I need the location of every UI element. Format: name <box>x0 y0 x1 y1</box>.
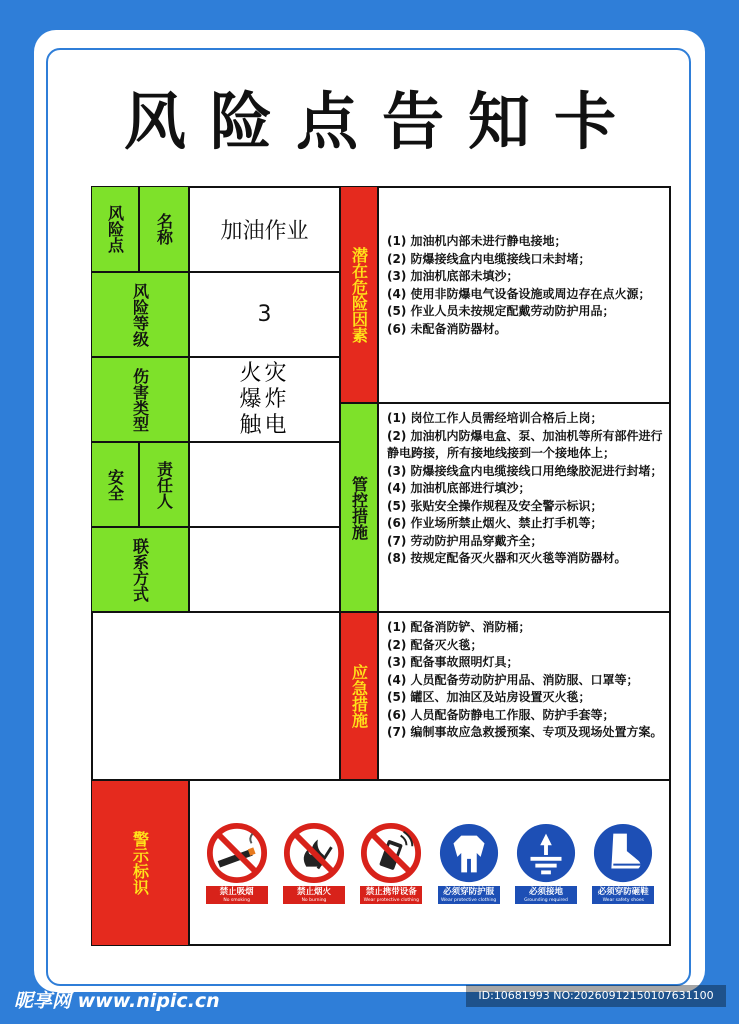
sign-no-phone <box>358 822 424 904</box>
sign-label <box>283 886 345 904</box>
harm-explosion: 爆炸 <box>239 386 290 412</box>
contact-label <box>91 527 189 612</box>
grounding-icon <box>515 822 577 884</box>
responsible-value <box>189 442 340 527</box>
no-smoking-icon <box>206 822 268 884</box>
control-item: (8) 按规定配备灭火器和灭火毯等消防器材。 <box>387 551 627 565</box>
sign-label-en: No smoking <box>223 898 250 903</box>
warning-signs-label-text: 警示标识 <box>130 831 150 895</box>
sign-label-cn: 禁止烟火 <box>296 887 331 897</box>
harm-electric-shock: 触电 <box>239 412 290 438</box>
no-phone-icon <box>360 822 422 884</box>
sign-no-burning <box>281 822 347 904</box>
control-measures-label-text: 管控措施 <box>349 475 369 540</box>
control-item: (4) 加油机底部进行填沙； <box>387 481 531 495</box>
page-title: 风险点告知卡 <box>123 85 640 158</box>
responsible-label <box>139 442 189 527</box>
harm-type-label-text: 伤害类型 <box>130 367 150 432</box>
sign-label <box>206 886 268 904</box>
control-item: (1) 岗位工作人员需经培训合格后上岗； <box>387 411 603 425</box>
control-item: (5) 张贴安全操作规程及安全警示标识； <box>387 498 603 513</box>
sign-label-cn: 必须穿防护服 <box>443 887 495 897</box>
hazard-factors-label <box>340 186 378 403</box>
control-item: (7) 劳动防护用品穿戴齐全； <box>387 533 543 548</box>
sign-label-cn: 必须接地 <box>528 887 563 897</box>
sign-label-cn: 禁止吸烟 <box>219 887 254 897</box>
emergency-measures-label <box>340 612 378 780</box>
warning-signs-row <box>189 780 671 946</box>
risk-level-label <box>91 272 189 357</box>
emergency-item: (3) 配备事故照明灯具； <box>387 655 519 669</box>
sign-label-en: Wear protective clothing <box>440 898 497 903</box>
risk-level-value-text: 3 <box>257 302 272 327</box>
harm-type-label <box>91 357 189 442</box>
control-item: (3) 防爆接线盒内电缆接线口用绝缘胶泥进行封堵； <box>387 463 663 478</box>
emergency-measures-label-text: 应急措施 <box>349 664 369 728</box>
risk-level-value <box>189 272 340 357</box>
sign-label-cn: 禁止携带设备 <box>365 887 417 897</box>
protective-clothing-icon <box>438 822 500 884</box>
contact-value <box>189 527 340 612</box>
sign-label <box>592 886 654 904</box>
hazard-item: (4) 使用非防爆电气设备设施或周边存在点火源； <box>387 286 651 301</box>
emergency-item: (2) 配备灭火毯； <box>387 637 483 652</box>
name-label-text: 名称 <box>154 213 174 245</box>
sign-label <box>438 886 500 904</box>
control-item: (6) 作业场所禁止烟火、禁止打手机等； <box>387 516 603 530</box>
hazard-item: (3) 加油机底部未填沙； <box>387 269 519 283</box>
safety-label <box>91 442 139 527</box>
responsible-label-text: 责任人 <box>154 460 174 509</box>
emergency-item: (6) 人员配备防静电工作服、防护手套等； <box>387 707 615 722</box>
harm-fire: 火灾 <box>239 360 290 386</box>
sign-label-en: Wear protective clothing <box>363 898 419 903</box>
control-measures-label <box>340 403 378 612</box>
risk-point-label <box>91 186 139 272</box>
emergency-item: (4) 人员配备劳动防护用品、消防服、口罩等； <box>387 672 639 687</box>
blank-area <box>91 612 340 780</box>
warning-signs-label <box>91 780 189 946</box>
control-measures-list <box>378 403 671 612</box>
hazard-item: (6) 未配备消防器材。 <box>387 321 507 336</box>
hazard-item: (1) 加油机内部未进行静电接地； <box>387 234 567 248</box>
sign-grounding <box>513 822 579 904</box>
hazard-item: (2) 防爆接线盒内电缆接线口未封堵； <box>387 251 591 266</box>
sign-protective-clothing <box>436 822 502 904</box>
emergency-item: (1) 配备消防铲、消防桶； <box>387 620 531 634</box>
sign-no-smoking <box>204 822 270 904</box>
sign-label-en: Grounding required <box>524 898 568 903</box>
hazard-factors-label-text: 潜在危险因素 <box>349 246 369 343</box>
hazard-item: (5) 作业人员未按规定配戴劳动防护用品； <box>387 304 615 318</box>
sign-label <box>360 886 422 904</box>
risk-level-label-text: 风险等级 <box>130 282 150 347</box>
risk-point-label-text: 风险点 <box>105 205 125 253</box>
sign-label-en: No burning <box>301 898 327 903</box>
no-burning-icon <box>283 822 345 884</box>
contact-label-text: 联系方式 <box>130 537 150 602</box>
sign-label <box>515 886 577 904</box>
safety-shoes-icon <box>592 822 654 884</box>
harm-type-value <box>189 357 340 442</box>
watermark-site: 昵享网 www.nipic.cn <box>14 990 220 1012</box>
name-label <box>139 186 189 272</box>
sign-label-en: Wear safety shoes <box>602 898 644 903</box>
sign-safety-shoes <box>590 822 656 904</box>
emergency-measures-list <box>378 612 671 780</box>
hazard-factors-list <box>378 186 671 403</box>
emergency-item: (7) 编制事故应急救援预案、专项及现场处置方案。 <box>387 725 663 739</box>
watermark-id: ID:10681993 NO:20260912150107631100 <box>466 985 726 1007</box>
control-item: (2) 加油机内防爆电盒、泵、加油机等所有部件进行静电跨接，所有接地线接到一个接地体上； <box>387 428 663 460</box>
sign-label-cn: 必须穿防砸鞋 <box>597 887 649 897</box>
name-value-text: 加油作业 <box>220 218 309 244</box>
safety-label-text: 安全 <box>105 468 125 501</box>
emergency-item: (5) 罐区、加油区及站房设置灭火毯； <box>387 690 591 704</box>
name-value <box>189 186 340 272</box>
